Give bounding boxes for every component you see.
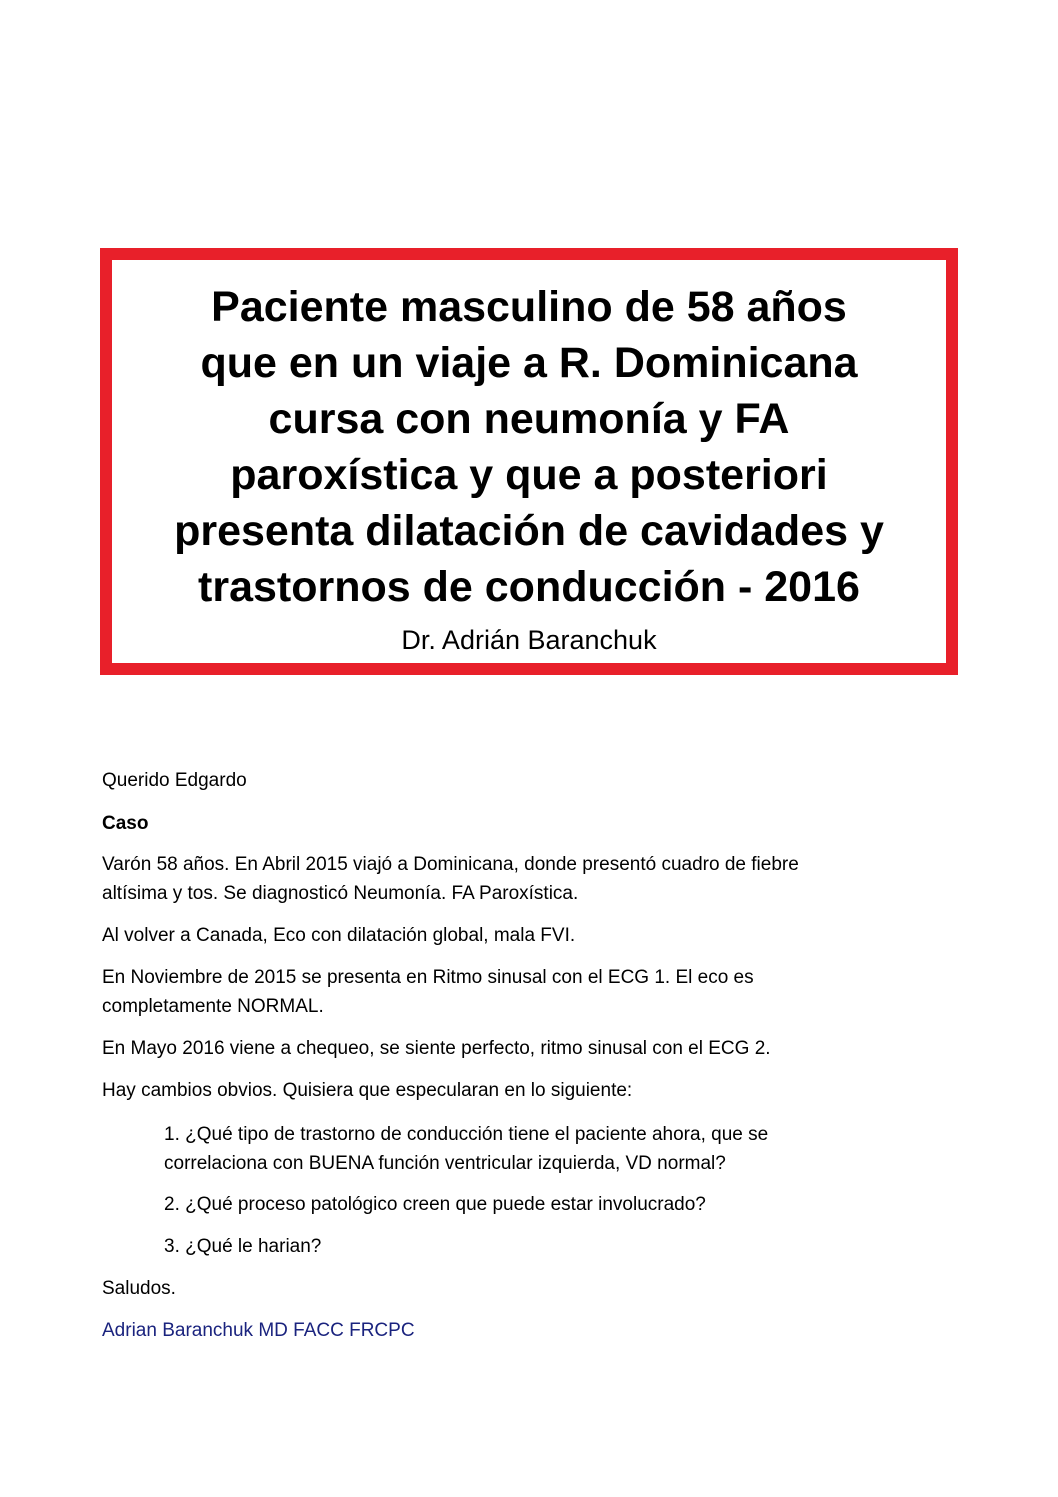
paragraph-line: completamente NORMAL. [102,996,324,1017]
question-item-2 [164,1190,924,1219]
author-name: Dr. Adrián Baranchuk [401,625,657,655]
paragraph-line: Varón 58 años. En Abril 2015 viajó a Dominicana, donde presentó cuadro de fiebre [102,854,799,875]
question-line: 1. ¿Qué tipo de trastorno de conducción tiene el paciente ahora, que se [164,1124,769,1145]
paragraph-5: Hay cambios obvios. Quisiera que especularan en lo siguiente: [102,1080,633,1101]
greeting: Querido Edgardo [102,770,247,791]
title-box [100,248,958,675]
title-line: presenta dilatación de cavidades y [174,507,884,555]
section-heading: Caso [102,813,149,834]
title-line: Paciente masculino de 58 años [211,283,847,331]
paragraph-4: En Mayo 2016 viene a chequeo, se siente perfecto, ritmo sinusal con el ECG 2. [102,1038,771,1059]
title-line: cursa con neumonía y FA [268,395,790,443]
title-line: paroxística y que a posteriori [230,451,828,499]
closing: Saludos. [102,1278,176,1299]
signature: Adrian Baranchuk MD FACC FRCPC [102,1320,415,1341]
question-line: correlaciona con BUENA función ventricular izquierda, VD normal? [164,1153,726,1174]
question-line: 3. ¿Qué le harian? [164,1236,322,1257]
paragraph-line: altísima y tos. Se diagnosticó Neumonía. FA Paroxística. [102,883,579,904]
paragraph-2: Al volver a Canada, Eco con dilatación global, mala FVI. [102,925,576,946]
question-line: 2. ¿Qué proceso patológico creen que puede estar involucrado? [164,1194,706,1215]
question-item-1 [164,1120,924,1178]
paragraph-line: En Noviembre de 2015 se presenta en Ritmo sinusal con el ECG 1. El eco es [102,967,754,988]
paragraph-3 [102,963,922,1021]
title-line: que en un viaje a R. Dominicana [200,339,858,387]
document-title [112,279,946,615]
paragraph-1 [102,850,922,908]
title-line: trastornos de conducción - 2016 [198,563,860,611]
question-item-3 [164,1232,924,1261]
